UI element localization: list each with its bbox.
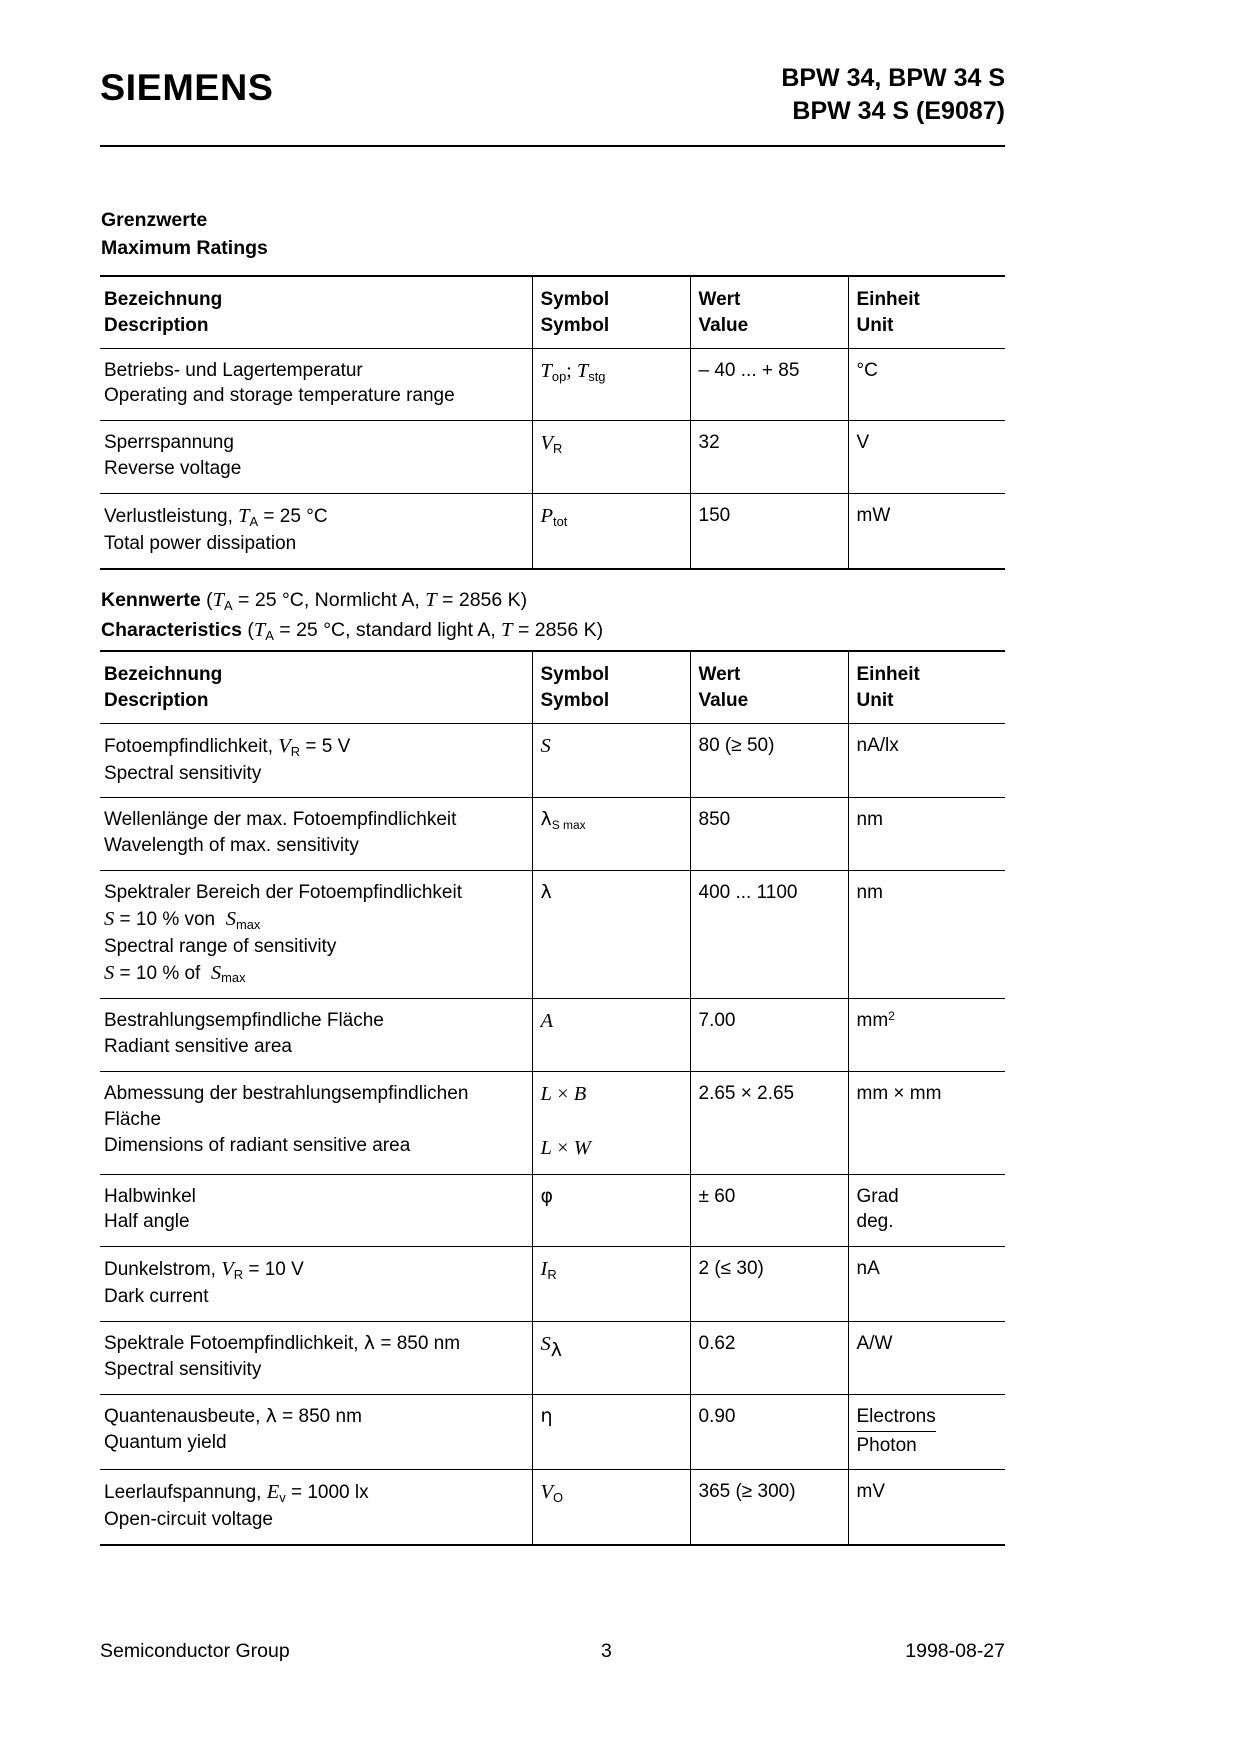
- cell-value: 150: [690, 493, 848, 568]
- cell-symbol: S: [532, 723, 690, 798]
- table-row: [100, 1322, 1005, 1395]
- unit-fraction-denominator: Photon: [856, 1434, 917, 1456]
- cell-symbol: $T_{op}$; $T_{stg}$: [532, 348, 690, 421]
- table-row: [100, 999, 1005, 1072]
- cell-value: 80 (≥ 50): [690, 723, 848, 798]
- characteristics-heading-en: Characteristics ($T_A = 25$ °C, standard light A, T = 2856 K): [101, 618, 604, 643]
- cell-unit: Grad deg.: [848, 1174, 1005, 1247]
- cell-description: Verlustleistung, $T_A = 25$ °C Total power dissipation: [100, 493, 532, 568]
- cell-value: 850: [690, 798, 848, 871]
- cell-value: 2.65 × 2.65: [690, 1072, 848, 1175]
- maximum-ratings-heading-de: Grenzwerte: [101, 209, 208, 231]
- cell-value: 2 (≤ 30): [690, 1247, 848, 1322]
- cell-symbol: L × B L × W: [532, 1072, 690, 1175]
- cell-value: 400 ... 1100: [690, 871, 848, 999]
- siemens-logo: SIEMENS: [100, 67, 274, 108]
- cell-unit: nm: [848, 798, 1005, 871]
- cell-symbol: φ: [532, 1174, 690, 1247]
- column-header-unit: Einheit Unit: [848, 651, 1005, 723]
- cell-description: Fotoempfindlichkeit, $V_R = 5$ V Spectral sensitivity: [100, 723, 532, 798]
- characteristics-table: [100, 650, 1005, 1546]
- document-title-line-1: BPW 34, BPW 34 S: [781, 64, 1005, 92]
- cell-symbol: $V_O$: [532, 1470, 690, 1545]
- cell-symbol: η: [532, 1394, 690, 1470]
- cell-unit: [848, 1394, 1005, 1470]
- cell-symbol: λ: [532, 871, 690, 999]
- cell-description: Halbwinkel Half angle: [100, 1174, 532, 1247]
- cell-value: 7.00: [690, 999, 848, 1072]
- table-row: [100, 1394, 1005, 1470]
- cell-description: Quantenausbeute, λ = 850 nm Quantum yield: [100, 1394, 532, 1470]
- table-row: [100, 871, 1005, 999]
- cell-unit: mV: [848, 1470, 1005, 1545]
- table-row: [100, 798, 1005, 871]
- table-row: [100, 1470, 1005, 1545]
- cell-unit: nA: [848, 1247, 1005, 1322]
- table-row: [100, 493, 1005, 568]
- maximum-ratings-heading-en: Maximum Ratings: [101, 236, 268, 259]
- cell-value: ± 60: [690, 1174, 848, 1247]
- cell-description: Spektraler Bereich der Fotoempfindlichkeit S = 10 % von $S_{max}$ Spectral range of sensitivity S = 10 % of $S_{max}$: [100, 871, 532, 999]
- cell-symbol: $S_\lambda$: [532, 1322, 690, 1395]
- column-header-value: Wert Value: [690, 651, 848, 723]
- cell-unit: V: [848, 421, 1005, 494]
- maximum-ratings-heading: [101, 207, 268, 262]
- cell-unit: A/W: [848, 1322, 1005, 1395]
- table-header-row: [100, 651, 1005, 723]
- cell-unit: nm: [848, 871, 1005, 999]
- cell-description: Spektrale Fotoempfindlichkeit, λ = 850 nm Spectral sensitivity: [100, 1322, 532, 1395]
- document-title: [781, 62, 1005, 128]
- cell-symbol: A: [532, 999, 690, 1072]
- footer-date: 1998-08-27: [905, 1640, 1005, 1662]
- cell-unit: nA/lx: [848, 723, 1005, 798]
- table-row: [100, 348, 1005, 421]
- cell-value: 32: [690, 421, 848, 494]
- cell-description: Dunkelstrom, $V_R = 10$ V Dark current: [100, 1247, 532, 1322]
- cell-value: 0.62: [690, 1322, 848, 1395]
- column-header-unit: Einheit Unit: [848, 276, 1005, 348]
- page-footer: [100, 1640, 1005, 1663]
- column-header-description: Bezeichnung Description: [100, 276, 532, 348]
- cell-description: Bestrahlungsempfindliche Fläche Radiant sensitive area: [100, 999, 532, 1072]
- document-title-line-2: BPW 34 S (E9087): [792, 97, 1005, 125]
- unit-fraction-numerator: Electrons: [857, 1404, 936, 1432]
- footer-page-number: 3: [601, 1640, 612, 1662]
- cell-unit: mm × mm: [848, 1072, 1005, 1175]
- cell-description: Leerlaufspannung, $E_v = 1000$ lx Open-circuit voltage: [100, 1470, 532, 1545]
- table-row: [100, 421, 1005, 494]
- cell-unit: mW: [848, 493, 1005, 568]
- column-header-symbol: Symbol Symbol: [532, 651, 690, 723]
- cell-value: 365 (≥ 300): [690, 1470, 848, 1545]
- cell-description: Abmessung der bestrahlungsempfindlichen Fläche Dimensions of radiant sensitive area: [100, 1072, 532, 1175]
- column-header-description: Bezeichnung Description: [100, 651, 532, 723]
- table-row: [100, 1247, 1005, 1322]
- cell-unit: $mm^2$: [848, 999, 1005, 1072]
- cell-symbol: $\lambda_{S max}$: [532, 798, 690, 871]
- cell-value: 0.90: [690, 1394, 848, 1470]
- table-header-row: [100, 276, 1005, 348]
- characteristics-heading-de: Kennwerte ($T_A = 25$ °C, Normlicht A, T = 2856 K): [101, 589, 528, 613]
- cell-value: – 40 ... + 85: [690, 348, 848, 421]
- header-divider: [100, 145, 1005, 147]
- column-header-symbol: Symbol Symbol: [532, 276, 690, 348]
- table-row: [100, 723, 1005, 798]
- cell-symbol: $P_{tot}$: [532, 493, 690, 568]
- cell-description: Wellenlänge der max. Fotoempfindlichkeit Wavelength of max. sensitivity: [100, 798, 532, 871]
- characteristics-heading: [101, 586, 603, 645]
- table-row: [100, 1072, 1005, 1175]
- maximum-ratings-table: [100, 275, 1005, 570]
- cell-unit: °C: [848, 348, 1005, 421]
- table-row: [100, 1174, 1005, 1247]
- page-header: [100, 62, 1005, 128]
- cell-symbol: $I_R$: [532, 1247, 690, 1322]
- cell-symbol: $V_R$: [532, 421, 690, 494]
- cell-description: Sperrspannung Reverse voltage: [100, 421, 532, 494]
- column-header-value: Wert Value: [690, 276, 848, 348]
- cell-description: Betriebs- und Lagertemperatur Operating and storage temperature range: [100, 348, 532, 421]
- footer-group-name: Semiconductor Group: [100, 1640, 290, 1662]
